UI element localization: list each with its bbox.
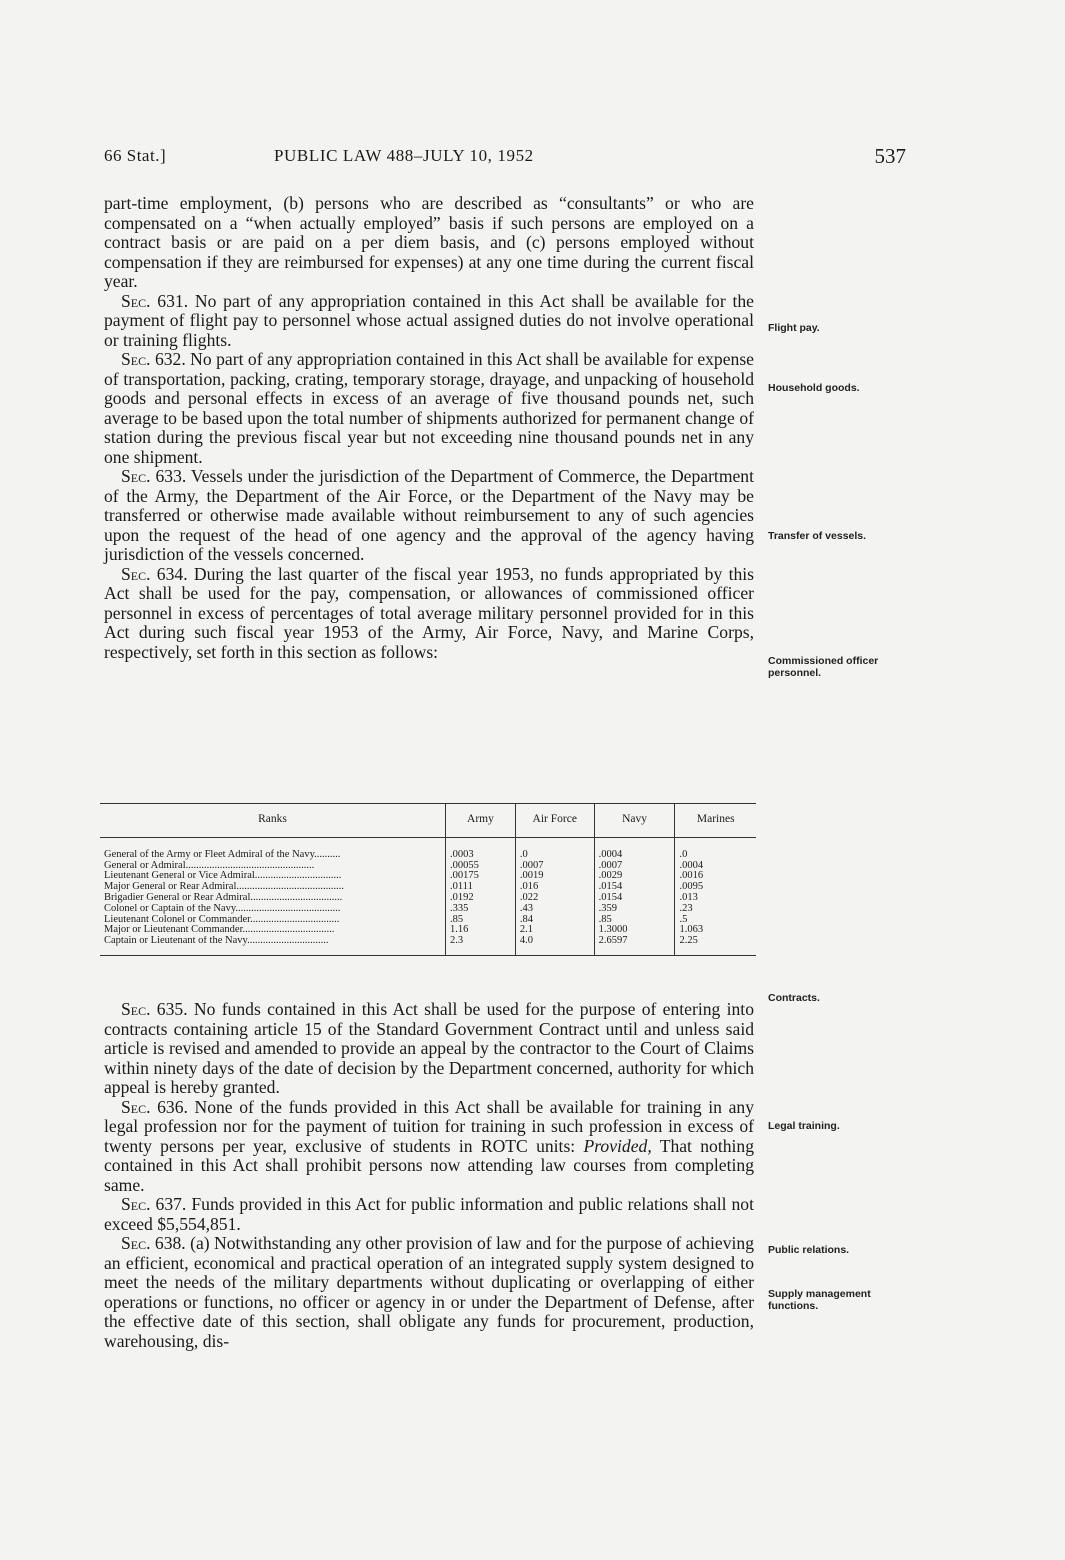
navy-cell: .0154 <box>594 882 675 893</box>
header-army: Army <box>446 804 516 838</box>
section-text: Vessels under the jurisdiction of the Department of Commerce, the Department of the Army, the Department of the Air Force, or the Department of the Navy may be transferred or otherwise made available without reimbursement to any of such agencies upon the request of the head of one agency and the approval of the agency having jurisdiction of the vessels concerned. <box>104 466 754 564</box>
rank-cell: Brigadier General or Rear Admiral................................... <box>104 892 343 903</box>
table-row <box>100 837 756 860</box>
header-navy: Navy <box>594 804 675 838</box>
table-header-row <box>100 804 756 838</box>
air-force-cell: .0019 <box>515 871 594 882</box>
air-force-cell: .43 <box>515 904 594 915</box>
marines-cell: .23 <box>675 904 756 915</box>
section-635 <box>104 1000 754 1098</box>
navy-cell: 1.3000 <box>594 925 675 936</box>
air-force-cell: .022 <box>515 893 594 904</box>
section-text: Funds provided in this Act for public information and public relations shall not exceed $5,554,851. <box>104 1194 754 1234</box>
section-label: Sec. 631. <box>121 290 189 311</box>
section-634 <box>104 565 754 663</box>
section-text: None of the funds provided in this Act shall be available for training in any legal profession nor for the payment of tuition for training in such profession in excess of twenty persons per year, exclusive of students in ROTC units: <box>104 1096 754 1156</box>
table-row <box>100 882 756 893</box>
air-force-cell: .84 <box>515 915 594 926</box>
paragraph-continuation: part-time employment, (b) persons who are described as “consultants” or who are compensated on a “when actually employed” basis if such persons are employed on a contract basis or are paid on a per diem basis, and (c) persons employed without compensation if they are reimbursed for expenses) at any one time during the current fiscal year. <box>104 193 754 291</box>
section-label: Sec. 634. <box>121 563 188 584</box>
navy-cell: .85 <box>594 915 675 926</box>
section-633 <box>104 467 754 565</box>
page-title: PUBLIC LAW 488–JULY 10, 1952 <box>274 146 534 165</box>
section-638 <box>104 1234 754 1351</box>
rank-cell: Captain or Lieutenant of the Navy............................... <box>100 936 446 955</box>
section-text: No part of any appropriation contained in this Act shall be available for expense of transportation, packing, crating, temporary storage, drayage, and unpacking of household goods and personal effects in excess of an average of five thousand pounds net, such average to be based upon the total number of shipments authorized for permanent change of station during the previous fiscal year but not exceeding nine thousand pounds net in any one shipment. <box>104 349 754 467</box>
rank-cell: General of the Army or Fleet Admiral of the Navy.......... <box>104 848 341 860</box>
navy-cell: 2.6597 <box>594 936 675 955</box>
section-label: Sec. 638. <box>121 1233 186 1253</box>
rank-cell: General or Admiral................................................. <box>104 860 315 871</box>
header-ranks: Ranks <box>100 804 446 838</box>
section-label: Sec. 637. <box>121 1194 187 1214</box>
rank-cell: Major or Lieutenant Commander................................... <box>104 925 335 936</box>
ranks-table <box>100 803 756 956</box>
table-row <box>100 861 756 872</box>
section-text: No part of any appropriation contained in this Act shall be available for the payment of flight pay to personnel whose actual assigned duties do not involve operational or training flights. <box>104 290 754 350</box>
army-cell: .0192 <box>446 893 516 904</box>
army-cell: .335 <box>446 904 516 915</box>
section-label: Sec. 635. <box>121 999 188 1019</box>
air-force-cell: 4.0 <box>515 936 594 955</box>
table-row <box>100 936 756 955</box>
section-636 <box>104 1098 754 1196</box>
header-air-force: Air Force <box>515 804 594 838</box>
army-cell: .00055 <box>446 861 516 872</box>
section-label: Sec. 633. <box>121 466 187 486</box>
section-text: During the last quarter of the fiscal year 1953, no funds appropriated by this Act shall be used for the pay, compensation, or allowances of commissioned officer personnel in excess of percentages of total average military personnel provided for in this Act during such fiscal year 1953 of the Army, Air Force, Navy, and Marine Corps, respectively, set forth in this section as follows: <box>104 563 754 662</box>
marines-cell: 1.063 <box>675 925 756 936</box>
rank-cell: Lieutenant Colonel or Commander.................................. <box>104 914 340 925</box>
navy-cell: .0029 <box>594 871 675 882</box>
air-force-cell: .016 <box>515 882 594 893</box>
section-text: That nothing contained in this Act shall prohibit persons now attending law courses from completing same. <box>104 1135 755 1195</box>
section-label: Sec. 636. <box>121 1096 188 1117</box>
rank-cell: Major General or Rear Admiral......................................... <box>104 882 344 893</box>
page-header <box>104 146 906 176</box>
army-cell: 1.16 <box>446 925 516 936</box>
section-label: Sec. 632. <box>121 349 186 369</box>
navy-cell: .0154 <box>594 893 675 904</box>
text-block-upper <box>104 194 754 662</box>
section-text: No funds contained in this Act shall be used for the purpose of entering into contracts containing article 15 of the Standard Government Contract until and unless said article is revised and amended to provide an appeal by the contractor to the Court of Claims within ninety days of the date of decision by the Department concerned, authority for which appeal is hereby granted. <box>104 999 754 1097</box>
ranks-table-wrapper <box>100 803 756 956</box>
marines-cell: .0004 <box>675 861 756 872</box>
margin-note-commissioned-officer: Commissioned officer personnel. <box>768 655 879 679</box>
table-row <box>100 904 756 915</box>
rank-cell: Colonel or Captain of the Navy........................................ <box>104 903 341 914</box>
section-637 <box>104 1195 754 1234</box>
table-row <box>100 893 756 904</box>
section-text: (a) Notwithstanding any other provision of law and for the purpose of achieving an efficient, economical and practical operation of an integrated supply system designed to meet the needs of the military departments without duplicating or overlapping of either operations or functions, no officer or agency in or under the Department of Defense, after the effective date of this section, shall obligate any funds for procurement, production, warehousing, dis- <box>104 1233 754 1351</box>
margin-note-flight-pay: Flight pay. <box>768 322 820 334</box>
army-cell: 2.3 <box>446 936 516 955</box>
navy-cell: .0007 <box>594 861 675 872</box>
air-force-cell: 2.1 <box>515 925 594 936</box>
margin-note-legal-training: Legal training. <box>768 1120 840 1132</box>
marines-cell: .013 <box>675 893 756 904</box>
marines-cell: .5 <box>675 915 756 926</box>
air-force-cell: .0007 <box>515 861 594 872</box>
table-row <box>100 871 756 882</box>
header-marines: Marines <box>675 804 756 838</box>
marines-cell: 2.25 <box>675 936 756 955</box>
margin-note-public-relations: Public relations. <box>768 1244 850 1256</box>
text-block-lower <box>104 1000 754 1351</box>
statute-volume: 66 Stat.] <box>104 146 167 165</box>
air-force-cell: .0 <box>515 837 594 860</box>
table-row <box>100 925 756 936</box>
army-cell: .00175 <box>446 871 516 882</box>
margin-note-contracts: Contracts. <box>768 992 820 1004</box>
marines-cell: .0 <box>675 837 756 860</box>
margin-note-supply-management: Supply management functions. <box>768 1288 871 1312</box>
army-cell: .0111 <box>446 882 516 893</box>
marines-cell: .0095 <box>675 882 756 893</box>
margin-note-transfer-vessels: Transfer of vessels. <box>768 530 867 542</box>
marines-cell: .0016 <box>675 871 756 882</box>
margin-note-household-goods: Household goods. <box>768 382 860 394</box>
provided-italic: Provided, <box>583 1135 652 1156</box>
table-row <box>100 915 756 926</box>
army-cell: .85 <box>446 915 516 926</box>
page-number: 537 <box>874 144 906 168</box>
navy-cell: .359 <box>594 904 675 915</box>
section-632 <box>104 350 754 467</box>
navy-cell: .0004 <box>594 837 675 860</box>
rank-cell: Lieutenant General or Vice Admiral................................. <box>104 871 342 882</box>
army-cell: .0003 <box>446 837 516 860</box>
section-631 <box>104 292 754 351</box>
